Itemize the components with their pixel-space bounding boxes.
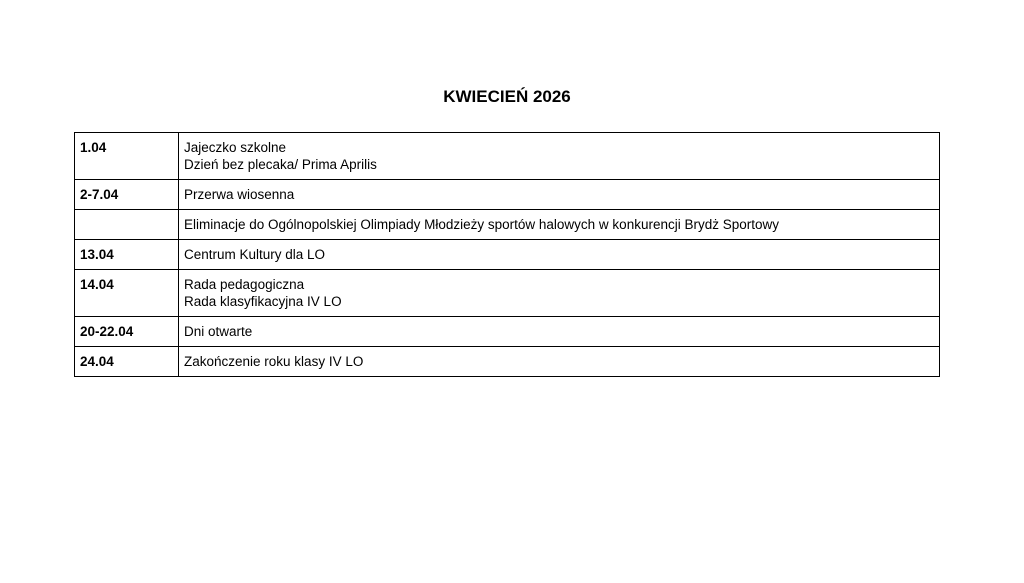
event-line: Dni otwarte bbox=[184, 324, 253, 339]
events-cell bbox=[179, 317, 940, 347]
table-row bbox=[75, 180, 940, 210]
events-cell bbox=[179, 180, 940, 210]
events-cell bbox=[179, 210, 940, 240]
table-row bbox=[75, 317, 940, 347]
event-line: Jajeczko szkolne bbox=[184, 140, 287, 155]
date-cell: 2-7.04 bbox=[75, 180, 179, 210]
schedule-table-body bbox=[75, 133, 940, 377]
date-cell: 20-22.04 bbox=[75, 317, 179, 347]
table-row bbox=[75, 270, 940, 317]
events-cell bbox=[179, 347, 940, 377]
page-title: KWIECIEŃ 2026 bbox=[443, 87, 571, 106]
events-cell bbox=[179, 240, 940, 270]
event-line: Eliminacje do Ogólnopolskiej Olimpiady Młodzieży sportów halowych w konkurencji Brydż Sportowy bbox=[184, 217, 780, 232]
date-cell: 1.04 bbox=[75, 133, 179, 180]
events-cell bbox=[179, 133, 940, 180]
event-line: Rada pedagogiczna bbox=[184, 277, 305, 292]
event-line: Centrum Kultury dla LO bbox=[184, 247, 326, 262]
schedule-table bbox=[74, 132, 940, 377]
date-cell: 24.04 bbox=[75, 347, 179, 377]
event-line: Dzień bez plecaka/ Prima Aprilis bbox=[184, 157, 377, 172]
table-row bbox=[75, 210, 940, 240]
events-cell bbox=[179, 270, 940, 317]
table-row bbox=[75, 347, 940, 377]
date-cell bbox=[75, 210, 179, 240]
table-row bbox=[75, 240, 940, 270]
event-line: Przerwa wiosenna bbox=[184, 187, 295, 202]
event-line: Zakończenie roku klasy IV LO bbox=[184, 354, 364, 369]
table-row bbox=[75, 133, 940, 180]
event-line: Rada klasyfikacyjna IV LO bbox=[184, 294, 342, 309]
date-cell: 13.04 bbox=[75, 240, 179, 270]
date-cell: 14.04 bbox=[75, 270, 179, 317]
